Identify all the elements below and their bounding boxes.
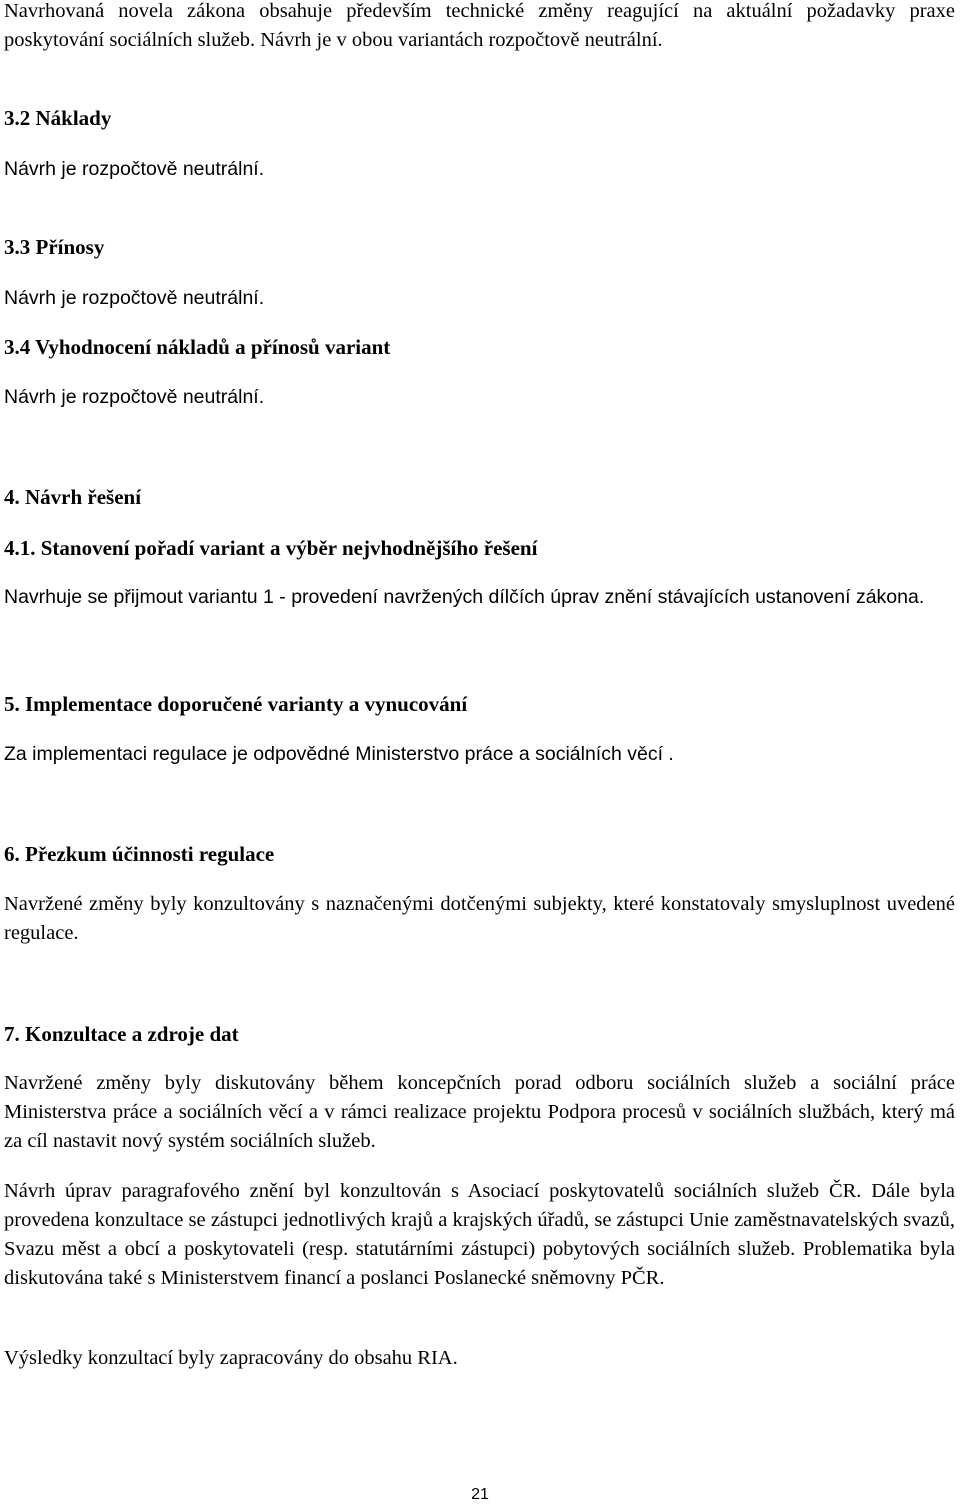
heading-3-2-costs: 3.2 Náklady (4, 106, 112, 130)
variant-order-text: Navrhuje se přijmout variantu 1 - provedení navržených dílčích úprav znění stávajících ustanovení zákona. (4, 586, 925, 608)
benefits-text: Návrh je rozpočtově neutrální. (4, 287, 265, 309)
heading-3-4-evaluation: 3.4 Vyhodnocení nákladů a přínosů variant (4, 335, 391, 359)
heading-4-proposal: 4. Návrh řešení (4, 485, 142, 509)
heading-5-implementation: 5. Implementace doporučené varianty a vynucování (4, 692, 468, 716)
consultation-paragraph-1: Navržené změny byly diskutovány během koncepčních porad odboru sociálních služeb a sociální práce Ministerstva práce a sociálních věcí a v rámci realizace projektu Podpora procesů v sociálních službách, který má za cíl nastavit nový systém sociálních služeb. (4, 1072, 955, 1152)
evaluation-text: Návrh je rozpočtově neutrální. (4, 386, 265, 408)
consultation-paragraph-3: Výsledky konzultací byly zapracovány do obsahu RIA. (4, 1347, 458, 1369)
heading-7-consultation: 7. Konzultace a zdroje dat (4, 1022, 239, 1046)
page-number: 21 (471, 1486, 489, 1503)
heading-4-1-variant-order: 4.1. Stanovení pořadí variant a výběr nejvhodnějšího řešení (4, 536, 538, 560)
costs-text: Návrh je rozpočtově neutrální. (4, 158, 265, 180)
implementation-text: Za implementaci regulace je odpovědné Ministerstvo práce a sociálních věcí . (4, 743, 674, 765)
consultation-paragraph-2: Návrh úprav paragrafového znění byl konzultován s Asociací poskytovatelů sociálních služeb ČR. Dále byla provedena konzultace se zástupci jednotlivých krajů a krajských úřadů, se zástupci Unie zaměstnavatelských svazů, Svazu měst a obcí a poskytovateli (resp. statutárními zástupci) pobytových sociálních služeb. Problematika byla diskutována také s Ministerstvem financí a poslanci Poslanecké sněmovny PČR. (4, 1180, 955, 1289)
review-text: Navržené změny byly konzultovány s naznačenými dotčenými subjekty, které konstatovaly smysluplnost uvedené regulace. (4, 893, 955, 944)
heading-3-3-benefits: 3.3 Přínosy (4, 235, 105, 259)
intro-paragraph: Navrhovaná novela zákona obsahuje především technické změny reagující na aktuální požadavky praxe poskytování sociálních služeb. Návrh je v obou variantách rozpočtově neutrální. (4, 0, 955, 51)
heading-6-review: 6. Přezkum účinnosti regulace (4, 842, 275, 866)
